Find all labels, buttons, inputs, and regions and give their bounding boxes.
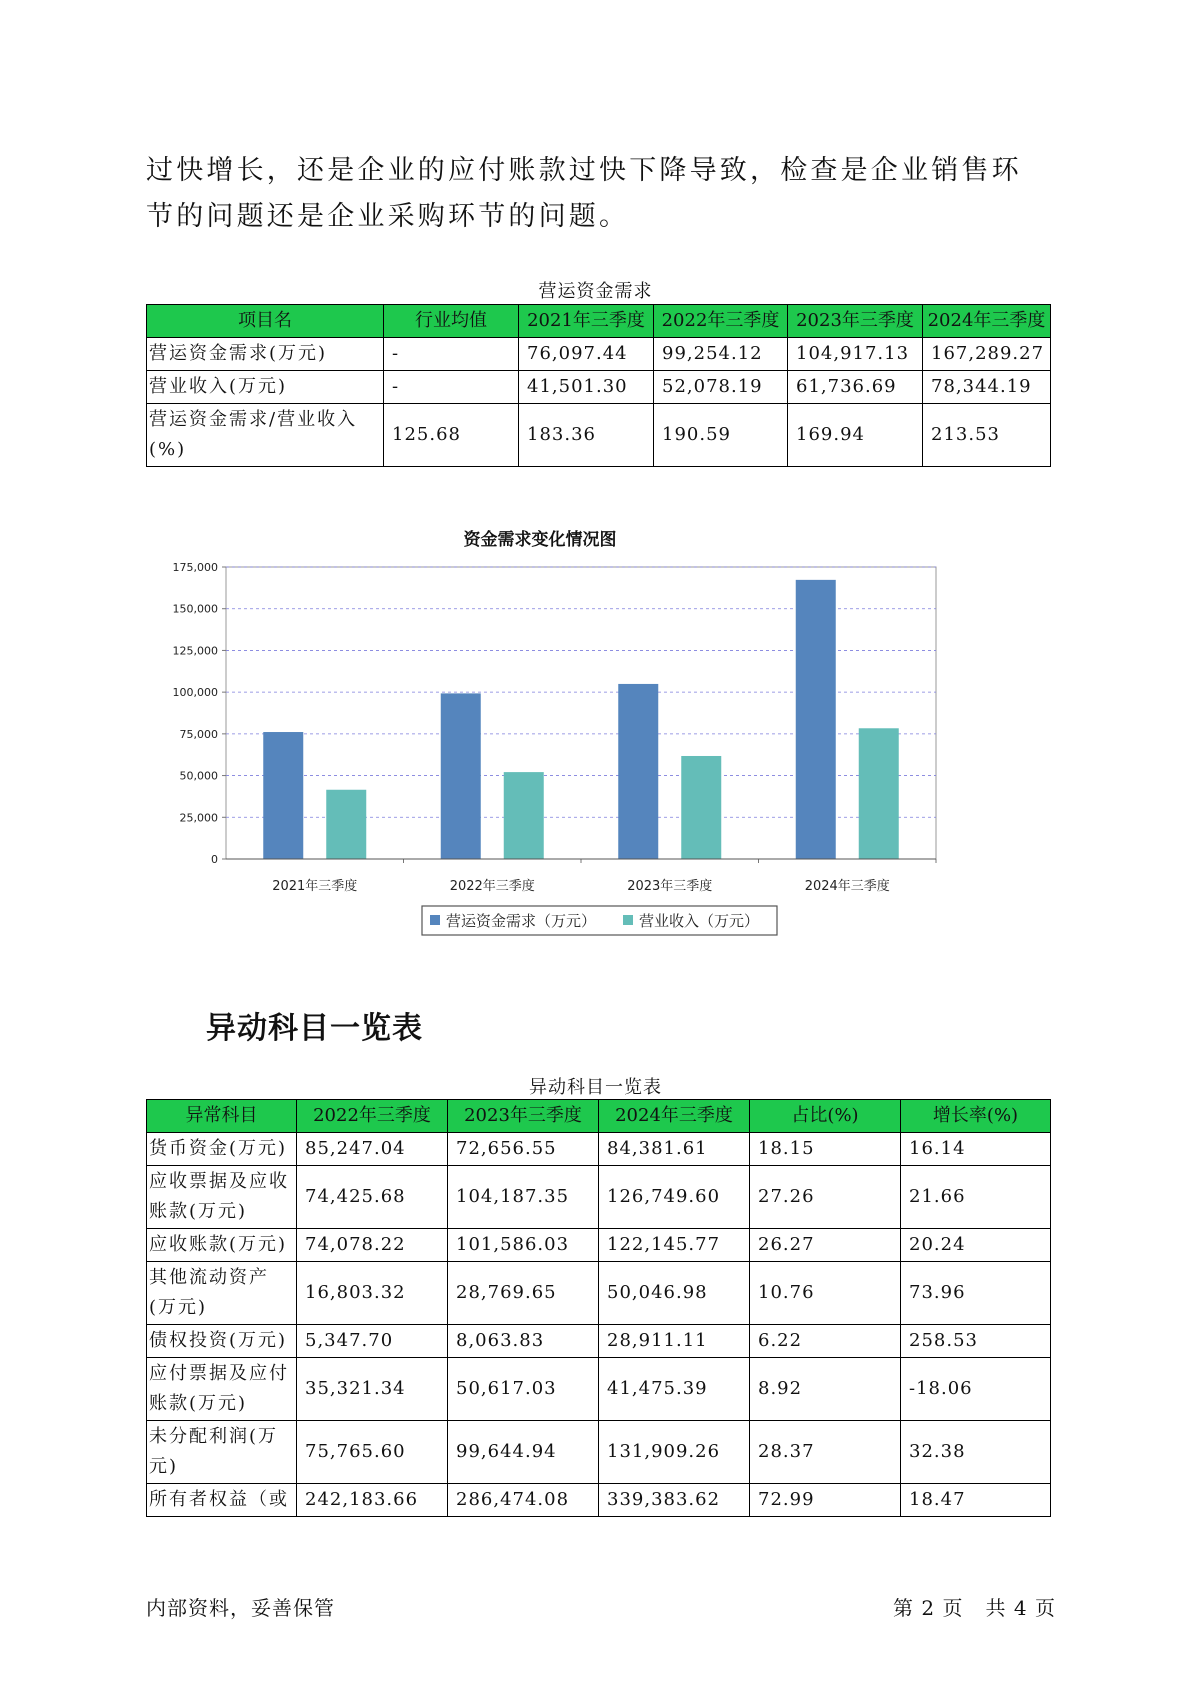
table-cell: 190.59 <box>654 404 788 467</box>
table-cell: 99,644.94 <box>448 1421 599 1484</box>
table-cell: - <box>384 371 519 404</box>
table-cell: 84,381.61 <box>599 1133 750 1166</box>
table-cell: 52,078.19 <box>654 371 788 404</box>
table-cell: 营运资金需求/营业收入(%) <box>147 404 384 467</box>
bar-revenue <box>504 772 544 859</box>
table-cell: 应付票据及应付账款(万元) <box>147 1358 297 1421</box>
table-cell: 169.94 <box>788 404 923 467</box>
table1-header: 2023年三季度 <box>788 305 923 338</box>
table-row <box>147 1133 1051 1166</box>
table-row <box>147 404 1051 467</box>
table-cell: 未分配利润(万元) <box>147 1421 297 1484</box>
y-tick-label: 125,000 <box>172 644 218 658</box>
table-cell: 26.27 <box>750 1229 901 1262</box>
table-cell: 258.53 <box>901 1325 1051 1358</box>
table1-header-row <box>147 305 1051 338</box>
bar-demand <box>618 684 658 859</box>
table-cell: 21.66 <box>901 1166 1051 1229</box>
page-number: 第 2 页 共 4 页 <box>893 1596 1056 1620</box>
table-cell: 28,769.65 <box>448 1262 599 1325</box>
table-cell: 72.99 <box>750 1484 901 1517</box>
table-cell: 28,911.11 <box>599 1325 750 1358</box>
table-row <box>147 1358 1051 1421</box>
table-cell: -18.06 <box>901 1358 1051 1421</box>
y-tick-label: 0 <box>211 853 218 866</box>
y-tick-label: 50,000 <box>179 769 218 783</box>
table-row <box>147 1166 1051 1229</box>
table2-header: 2022年三季度 <box>297 1100 448 1133</box>
table-row <box>147 1484 1051 1517</box>
section-title: 异动科目一览表 <box>206 1011 423 1046</box>
table-cell: 5,347.70 <box>297 1325 448 1358</box>
table-cell: 28.37 <box>750 1421 901 1484</box>
bar-demand <box>441 693 481 859</box>
bar-revenue <box>681 756 721 859</box>
table-row <box>147 371 1051 404</box>
x-tick-label: 2024年三季度 <box>804 879 890 894</box>
table-cell: 126,749.60 <box>599 1166 750 1229</box>
table-cell: 10.76 <box>750 1262 901 1325</box>
table1-header: 项目名 <box>147 305 384 338</box>
table-cell: 应收票据及应收账款(万元) <box>147 1166 297 1229</box>
table-cell: 6.22 <box>750 1325 901 1358</box>
table-cell: - <box>384 338 519 371</box>
table-cell: 18.15 <box>750 1133 901 1166</box>
table-cell: 213.53 <box>923 404 1051 467</box>
bar-demand <box>263 732 303 859</box>
table-cell: 286,474.08 <box>448 1484 599 1517</box>
table-cell: 16,803.32 <box>297 1262 448 1325</box>
table-cell: 50,617.03 <box>448 1358 599 1421</box>
table-cell: 122,145.77 <box>599 1229 750 1262</box>
table1-header: 2021年三季度 <box>519 305 654 338</box>
table-cell: 104,917.13 <box>788 338 923 371</box>
y-tick-label: 150,000 <box>172 602 218 616</box>
bar-revenue <box>326 790 366 859</box>
table-cell: 营运资金需求(万元) <box>147 338 384 371</box>
table-cell: 75,765.60 <box>297 1421 448 1484</box>
table-cell: 339,383.62 <box>599 1484 750 1517</box>
table-cell: 131,909.26 <box>599 1421 750 1484</box>
table-cell: 242,183.66 <box>297 1484 448 1517</box>
table-cell: 61,736.69 <box>788 371 923 404</box>
table-cell: 20.24 <box>901 1229 1051 1262</box>
intro-paragraph: 过快增长，还是企业的应付账款过快下降导致，检查是企业销售环节的问题还是企业采购环节的问题。 <box>146 155 1022 232</box>
y-tick-label: 75,000 <box>179 727 218 741</box>
table1-caption: 营运资金需求 <box>538 281 653 302</box>
demand-chart-svg <box>140 520 1020 970</box>
table-cell: 125.68 <box>384 404 519 467</box>
table-cell: 101,586.03 <box>448 1229 599 1262</box>
table-cell: 72,656.55 <box>448 1133 599 1166</box>
y-tick-label: 100,000 <box>172 686 218 700</box>
table-cell: 85,247.04 <box>297 1133 448 1166</box>
table-cell: 营业收入(万元) <box>147 371 384 404</box>
x-tick-label: 2023年三季度 <box>627 879 713 894</box>
table-cell: 76,097.44 <box>519 338 654 371</box>
table-cell: 16.14 <box>901 1133 1051 1166</box>
table-cell: 所有者权益（或 <box>147 1484 297 1517</box>
table1-header: 2022年三季度 <box>654 305 788 338</box>
table2-header: 异常科目 <box>147 1100 297 1133</box>
table-cell: 8,063.83 <box>448 1325 599 1358</box>
table-cell: 35,321.34 <box>297 1358 448 1421</box>
table2-header: 增长率(%) <box>901 1100 1051 1133</box>
y-tick-label: 175,000 <box>172 561 218 574</box>
x-tick-label: 2022年三季度 <box>449 879 535 894</box>
table-cell: 74,425.68 <box>297 1166 448 1229</box>
table2-header-row <box>147 1100 1051 1133</box>
legend-label: 营业收入（万元） <box>639 912 760 930</box>
table-cell: 41,501.30 <box>519 371 654 404</box>
bar-revenue <box>859 728 899 859</box>
bar-demand <box>796 580 836 859</box>
table-row <box>147 338 1051 371</box>
legend-swatch <box>623 915 633 925</box>
table2-header: 2024年三季度 <box>599 1100 750 1133</box>
table-cell: 其他流动资产(万元) <box>147 1262 297 1325</box>
table1-header: 2024年三季度 <box>923 305 1051 338</box>
working-capital-table <box>146 304 1051 467</box>
table2-header: 2023年三季度 <box>448 1100 599 1133</box>
table-cell: 债权投资(万元) <box>147 1325 297 1358</box>
table-cell: 50,046.98 <box>599 1262 750 1325</box>
table2-header: 占比(%) <box>750 1100 901 1133</box>
table-cell: 73.96 <box>901 1262 1051 1325</box>
table-row <box>147 1262 1051 1325</box>
table-cell: 货币资金(万元) <box>147 1133 297 1166</box>
table-cell: 32.38 <box>901 1421 1051 1484</box>
x-tick-label: 2021年三季度 <box>272 879 358 894</box>
table-cell: 18.47 <box>901 1484 1051 1517</box>
footer-note: 内部资料，妥善保管 <box>146 1596 335 1620</box>
table-cell: 183.36 <box>519 404 654 467</box>
table-row <box>147 1325 1051 1358</box>
table-row <box>147 1229 1051 1262</box>
table2-caption: 异动科目一览表 <box>529 1077 662 1098</box>
legend-swatch <box>430 915 440 925</box>
y-tick-label: 25,000 <box>179 811 218 825</box>
table-cell: 应收账款(万元) <box>147 1229 297 1262</box>
table-row <box>147 1421 1051 1484</box>
table-cell: 78,344.19 <box>923 371 1051 404</box>
chart-title: 资金需求变化情况图 <box>463 530 617 550</box>
table-cell: 74,078.22 <box>297 1229 448 1262</box>
demand-chart <box>140 520 1020 970</box>
table1-header: 行业均值 <box>384 305 519 338</box>
abnormal-items-table <box>146 1099 1051 1517</box>
table-cell: 27.26 <box>750 1166 901 1229</box>
table-cell: 167,289.27 <box>923 338 1051 371</box>
legend-label: 营运资金需求（万元） <box>446 912 597 930</box>
table-cell: 99,254.12 <box>654 338 788 371</box>
table-cell: 41,475.39 <box>599 1358 750 1421</box>
table-cell: 8.92 <box>750 1358 901 1421</box>
table-cell: 104,187.35 <box>448 1166 599 1229</box>
